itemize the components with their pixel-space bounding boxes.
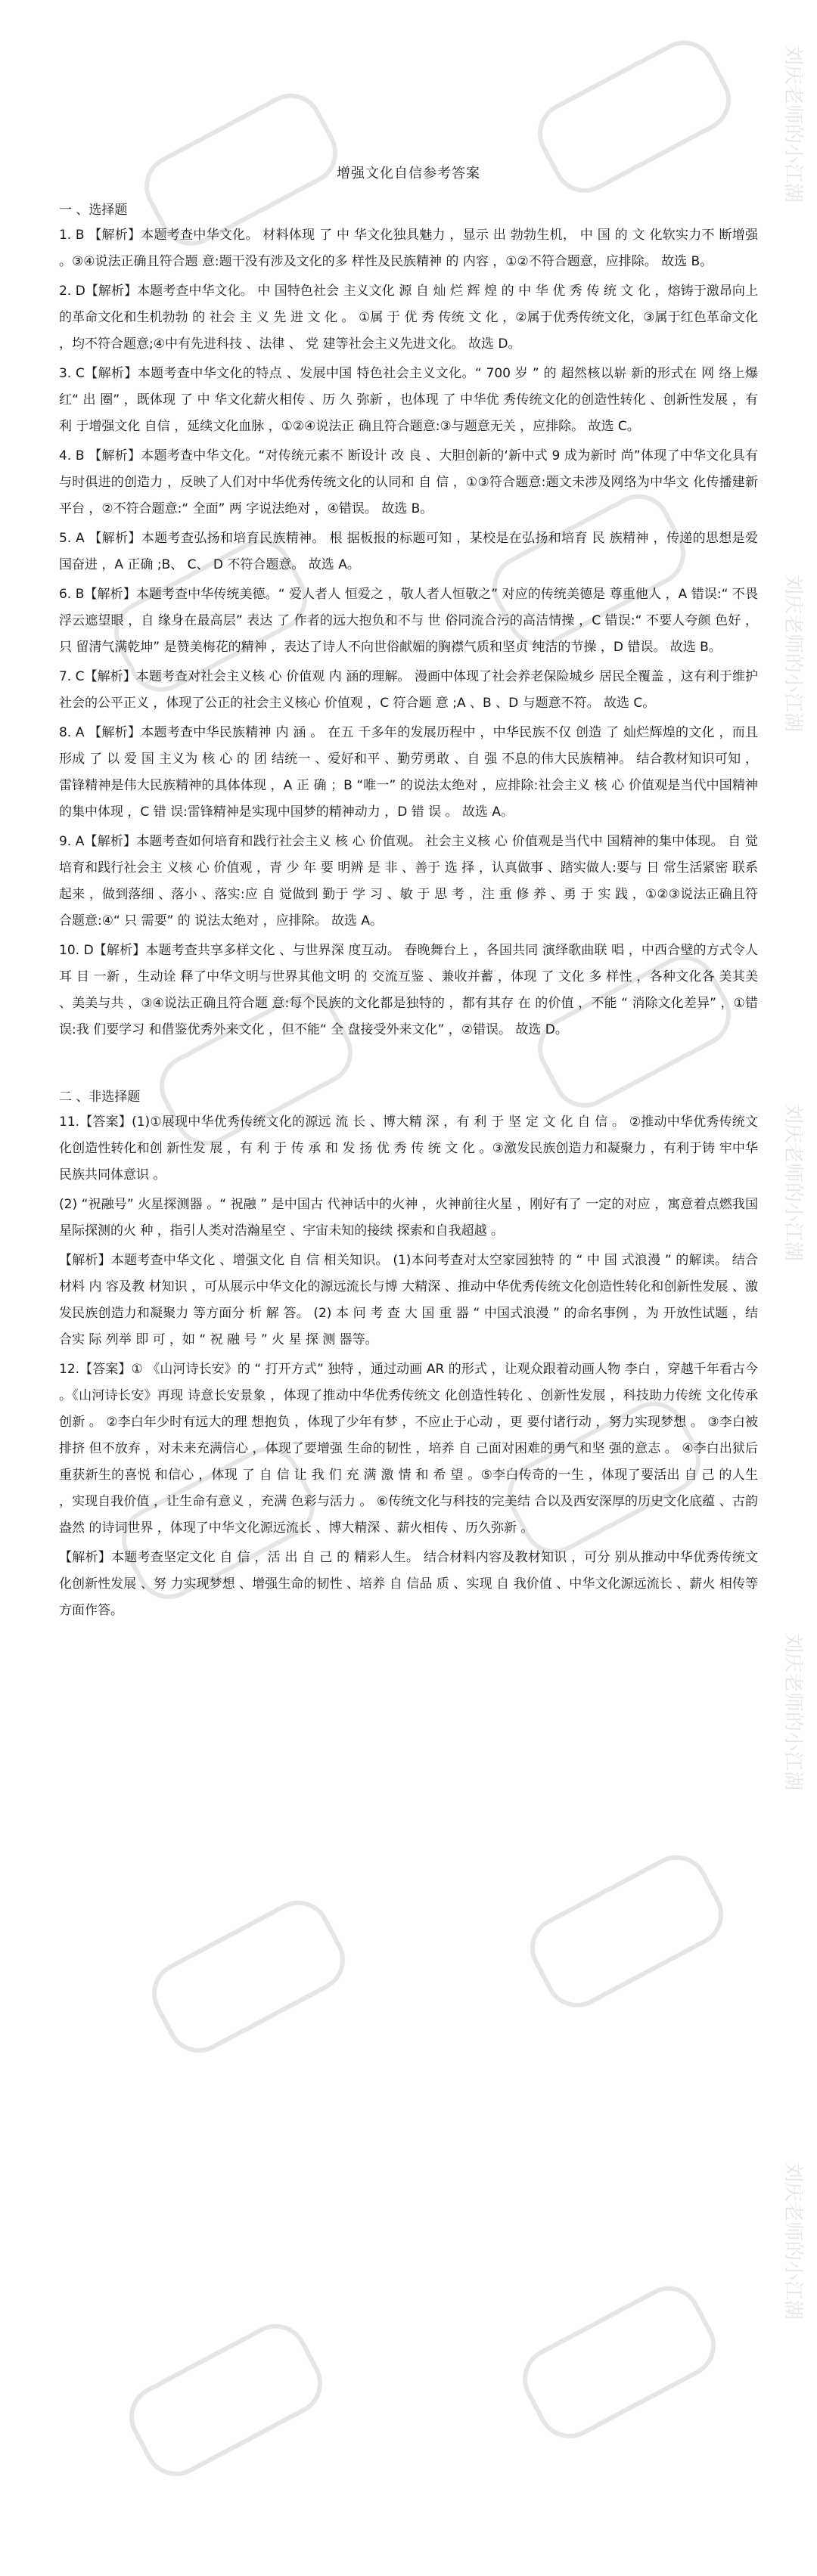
- analysis-item: 【解析】本题考查坚定文化 自 信 ，活 出 自 己 的 精彩人生。 结合材料内容及教材知识 ，可分 别从推动中华优秀传统文化创新性发展 、努 力实现梦想 、增强生命的韧性 、培养 自 信品 质 、实现 自 我价值 、中华文化源远流长 、薪火 相传等方面作答。: [59, 1550, 758, 1618]
- answer-item: 3. C【解析】本题考查中华文化的特点 、发展中国 特色社会主义文化。“ 700 岁 ” 的 超然核以崭 新的形式在 网 络上爆红“ 出 圈” ，既体现 了 中 华文化薪火相传 、历 久 弥新 ，也体现 了 中华优 秀传统文化的创造性转化 、创新性发展 ，有利 于增强文化 自信 ，延续文化血脉 ，①②④说法正 确且符合题意:③与题意无关 ，应排除。 故选 C。: [59, 366, 758, 434]
- watermark-text: 刘庆老师的小江湖: [781, 575, 804, 733]
- watermark-text: 刘庆老师的小江湖: [781, 1633, 804, 1791]
- analysis-item: 【解析】本题考查中华文化 、增强文化 自 信 相关知识。 (1)本问考查对太空家园独特 的 “ 中 国 式浪漫 ” 的解读。 结合材料 内 容及教 材知识 ，可从展示中华文化的源远流长与博 大精深 、推动中华优秀传统文化创造性转化和创新性发展 、激发民族创造力和凝聚力 等方面分 析 解 答。 (2) 本 问 考 查 大 国 重 器 “ 中国式浪漫 ” 的命名事例 ，为 开放性试题 ，结合实 际 列举 即 可 ，如 “ 祝 融 号 ” 火 星 探 测 器等。: [59, 1253, 758, 1347]
- watermark-text: 刘庆老师的小江湖: [781, 45, 804, 203]
- answer-item: 5. A 【解析】本题考查弘扬和培育民族精神。 根 据板报的标题可知 ，某校是在弘扬和培育 民 族精神 ，传递的思想是爱 国奋进 ，A 正确 ;B、 C、 D 不符合题意。 故选 A。: [59, 531, 758, 572]
- answer-item: 7. C【解析】本题考查对社会主义核 心 价值观 内 涵的理解。 漫画中体现了社会养老保险城乡 居民全覆盖 ，这有利于维护社会的公平正义 ，体现了公正的社会主义核心 价值观 ，C 符合题 意 ;A 、B 、D 与题意不符。 故选 C。: [59, 669, 758, 711]
- answer-item: 9. A【解析】本题考查如何培育和践行社会主义 核 心 价值观。 社会主义核 心 价值观是当代中 国精神的集中体现。 自 觉培育和践行社会主 义核 心 价值观 ，青 少 年 要 明辨 是 非 、善于 选 择 ，认真做事 、踏实做人:要与 日 常生活紧密 联系起来 ，做到落细 、落小 、落实:应 自 觉做到 勤于 学 习 、敏 于 思 考 ，注 重 修 养 、勇 于 实 践 ，①②③说法正确且符合题意:④“ 只 需要” 的 说法太绝对 ，应排除。 故选 A。: [59, 834, 758, 928]
- answer-item: 4. B 【解析】本题考查中华文化。“对传统元素不 断设计 改 良 、大胆创新的‘新中式 9 成为新时 尚”体现了中华文化具有与时俱进的创造力 ，反映了人们对中华优秀传统文化的认同和 自 信 ，①③符合题意:题文未涉及网络为中华文 化传播建新平台 ，②不符合题意:“ 全面” 两 字说法绝对 ，④错误。 故选 B。: [59, 448, 758, 516]
- watermark-text: 刘庆老师的小江湖: [781, 2162, 804, 2320]
- answer-item: 10. D【解析】本题考查共享多样文化 、与世界深 度互动。 春晚舞台上 ，各国共同 演绎歌曲联 唱 ，中西合璧的方式令人耳 目 一新 ，生动诠 释了中华文明与世界其他文明 的 交流互鉴 、兼收并蓄 ，体现 了 文化 多 样性 ，各种文化各 美其美 、美美与共 ，③④说法正确且符合题 意:每个民族的文化都是独特的 ，都有其存 在 的价值 ，不能 “ 消除文化差异” ，①错误:我 们要学习 和借鉴优秀外来文化 ，但不能“ 全 盘接受外来文化” ，②错误。 故选 D。: [59, 943, 758, 1037]
- section-heading-choice: 一 、选择题: [59, 203, 128, 218]
- page-title: 增强文化自信参考答案: [337, 166, 480, 181]
- answer-item: 1. B 【解析】本题考查中华文化。 材料体现 了 中 华文化独具魅力 ，显示 出 勃勃生机， 中 国 的 文 化软实力不 断增强 。③④说法正确且符合题 意:题干没有涉及文化的多 样性及民族精神 的 内容 ，①②不符合题意，应排除。 故选 B。: [59, 228, 758, 269]
- answer-item: 8. A 【解析】本题考查中华民族精神 内 涵 。 在五 千多年的发展历程中 ，中华民族不仅 创造 了 灿烂辉煌的文化 ，而且形成 了 以 爱 国 主义为 核 心 的 团 结统一 、爱好和平 、勤劳勇敢 、自 强 不息的伟大民族精神。 结合教材知识可知 ，雷锋精神是伟大民族精神的具体体现 ，A 正 确 ；B “唯一” 的说法太绝对 ，应排除:社会主义 核 心 价值观是当代中国精神的集中体现 ，C 错 误:雷锋精神是实现中国梦的精神动力 ，D 错 误 。 故选 A。: [59, 725, 758, 820]
- section-heading-nonchoice: 二 、非选择题: [59, 1090, 141, 1105]
- answer-item: 11.【答案】(1)①展现中华优秀传统文化的源远 流 长 、博大精 深 ，有 利 于 坚 定 文 化 自 信 。 ②推动中华优秀传统文化创造性转化和创 新性发 展 ，有 利 于 传 承 和 发 扬 优 秀 传 统 文 化 。③激发民族创造力和凝聚力 ，有利于铸 牢中华民族共同体意识 。: [59, 1114, 758, 1183]
- answer-item: 2. D【解析】本题考查中华文化。 中 国特色社会 主义文化 源 自 灿 烂 辉 煌 的 中 华 优 秀 传 统 文 化 ，熔铸于激昂向上的革命文化和生机勃勃 的 社会 主 义 先 进 文 化 。 ①属 于 优 秀 传统 文 化 ，②属于优秀传统文化，③属于红色革命文化 ，均不符合题意;④中有先进科技 、法律 、 党 建等社会主义先进文化。 故选 D。: [59, 284, 758, 352]
- watermark-text: 刘庆老师的小江湖: [781, 1104, 804, 1262]
- answer-item: (2) “祝融号” 火星探测器 。“ 祝融 ” 是中国古 代神话中的火神 ，火神前往火星 ，刚好有了 一定的对应 ，寓意着点燃我国星际探测的火 种 ，指引人类对浩瀚星空 、宇宙未知的接续 探索和自我超越 。: [59, 1197, 758, 1238]
- answer-item: 12.【答案】① 《山河诗长安》的 “ 打开方式” 独特 ，通过动画 AR 的形式 ，让观众跟着动画人物 李白 ，穿越千年看古今 。《山河诗长安》再现 诗意长安景象 ，体现了推动中华优秀传统文 化创造性转化 、创新性发展 ，科技助力传统 文化传承创新 。 ②李白年少时有远大的理 想抱负 ，体现了少年有梦 ，不应止于心动 ，更 要付诸行动 ，努力实现梦想 。 ③李白被排挤 但不放弃 ，对未来充满信心 ，体现了要增强 生命的韧性 ，培养 自 己面对困难的勇气和坚 强的意志 。 ④李白出狱后重获新生的喜悦 和信心 ，体现 了 自 信 让 我 们 充 满 激 情 和 希 望 。⑤李白传奇的一生 ，体现了要活出 自 己 的人生 ，实现自我价值 ，让生命有意义 ，充满 色彩与活力 。 ⑥传统文化与科技的完美结 合以及西安深厚的历史文化底蕴 、古韵盎然 的诗词世界 ，体现了中华文化源远流长 、博大精深 、薪火相传 、历久弥新 。: [59, 1362, 758, 1536]
- answer-item: 6. B【解析】本题考查中华传统美德。“ 爱人者人 恒爱之 ，敬人者人恒敬之” 对应的传统美德是 尊重他人 ，A 错误:“ 不畏浮云遮望眼 ，自 缘身在最高层” 表达 了 作者的远大抱负和不与 世 俗同流合污的高洁情操 ，C 错误:“ 不要人夸颜 色好 ，只 留清气满乾坤” 是赞美梅花的精神 ，表达了诗人不向世俗献媚的胸襟气质和坚贞 纯洁的节操 ，D 错误。 故选 B。: [59, 587, 758, 655]
